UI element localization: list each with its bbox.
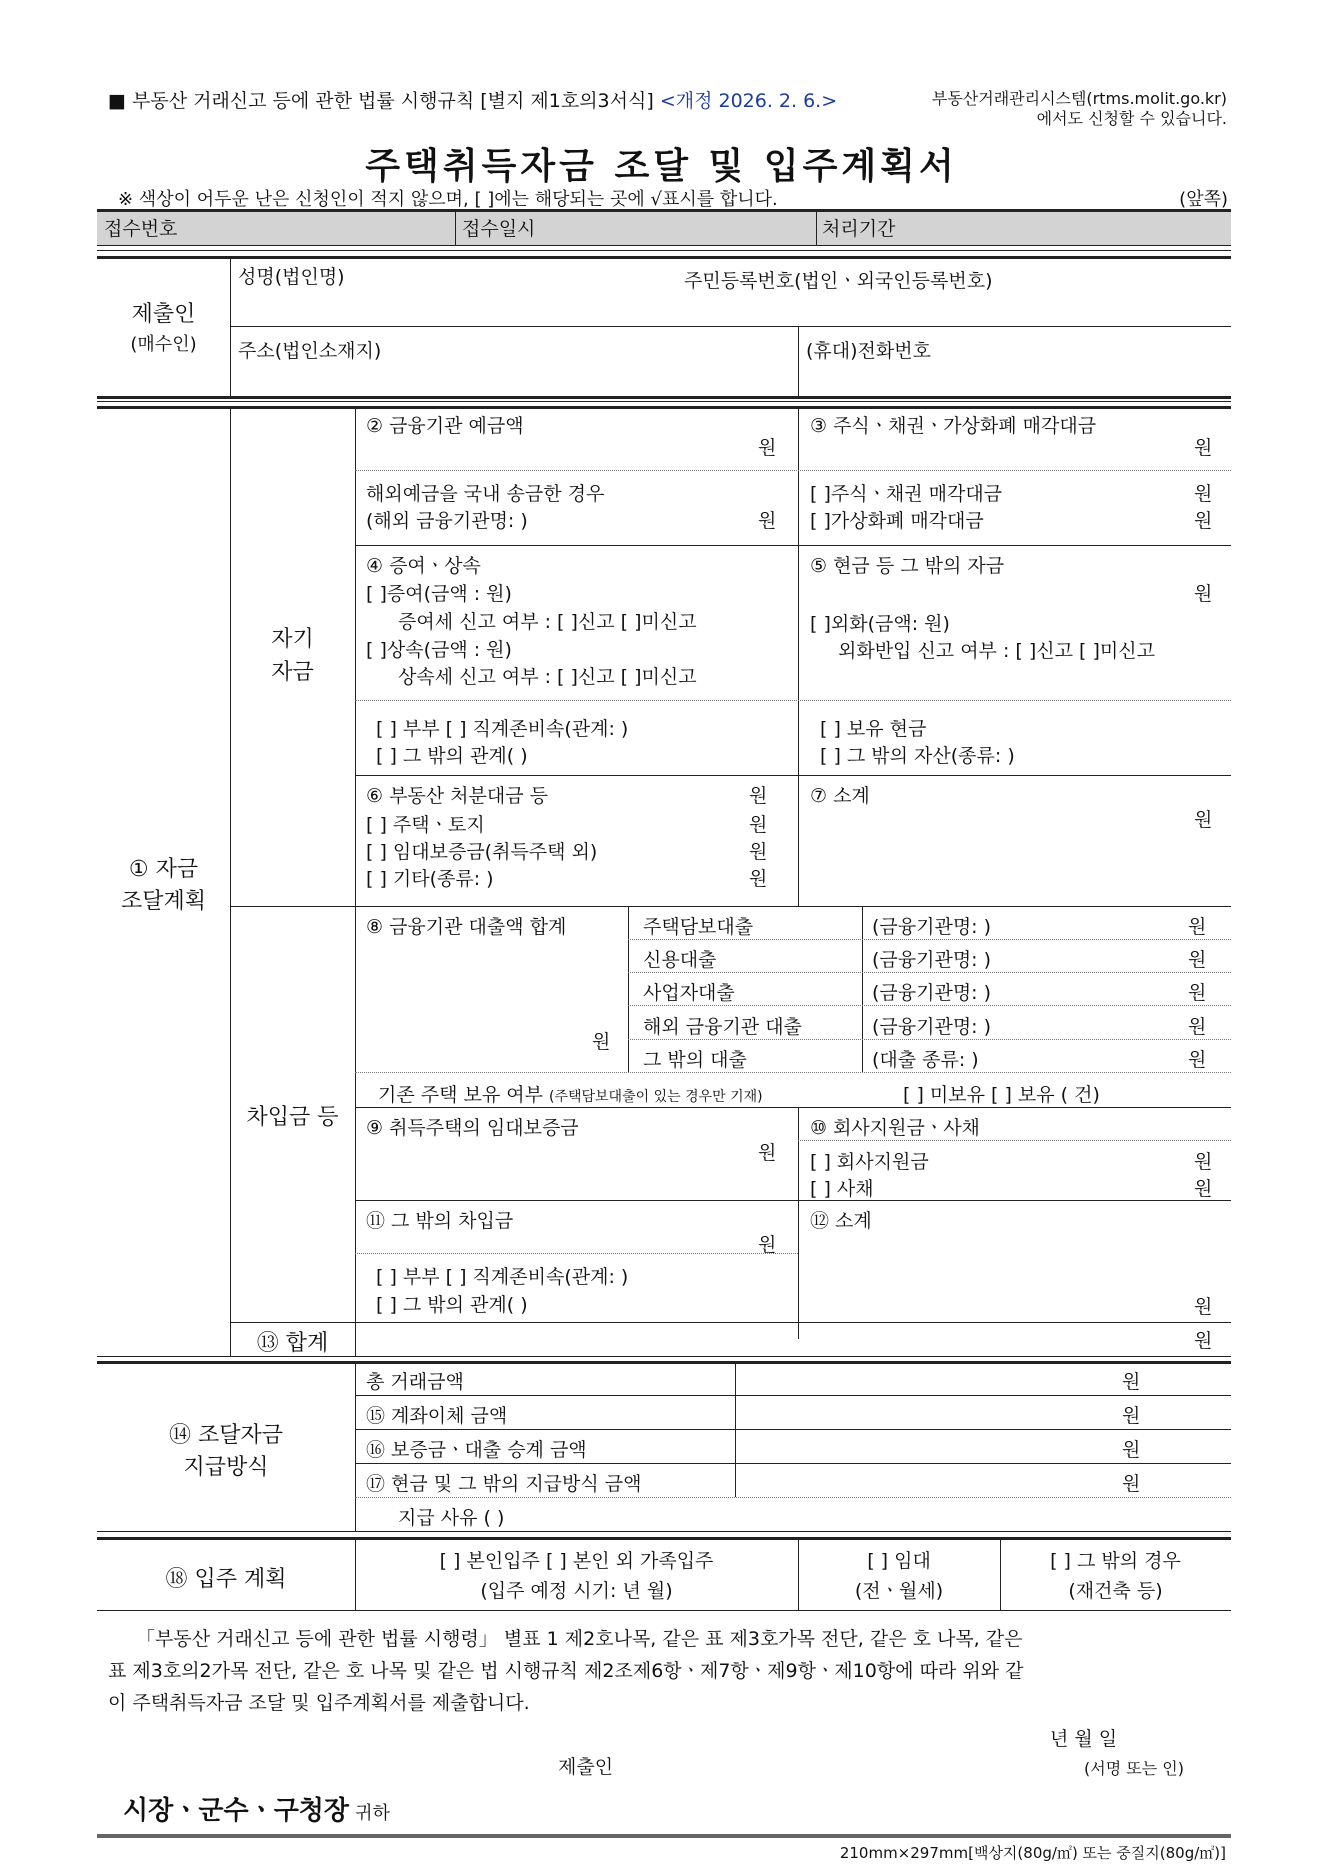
- subtotal-12-label: ⑫ 소계: [810, 1210, 872, 1232]
- declaration-line-3: 이 주택취득자금 조달 및 입주계획서를 제출합니다.: [108, 1692, 530, 1714]
- deposit-loan-succession-label: ⑯ 보증금ㆍ대출 승계 금액: [366, 1439, 587, 1461]
- cash-held-checkbox[interactable]: [ ] 보유 현금: [820, 718, 927, 740]
- acquired-house-deposit-label: ⑨ 취득주택의 임대보증금: [366, 1117, 579, 1139]
- won-unit: 원: [1188, 1049, 1207, 1071]
- self-move-in-checkbox[interactable]: [ ] 본인입주 [ ] 본인 외 가족입주: [439, 1550, 714, 1572]
- loan-institution-field[interactable]: (금융기관명: ): [872, 949, 992, 971]
- funding-plan-label-1: ① 자금: [128, 857, 199, 882]
- name-field[interactable]: 성명(법인명): [238, 266, 345, 288]
- declaration-line-1: 「부동산 거래신고 등에 관한 법률 시행령」 별표 1 제2호나목, 같은 표 제3호가목 전단, 같은 호 나목, 같은: [136, 1628, 1023, 1650]
- won-unit: 원: [1194, 1151, 1213, 1173]
- front-side-label: (앞쪽): [1179, 189, 1228, 210]
- borrow-relation-spouse-checkbox[interactable]: [ ] 부부 [ ] 직계존비속(관계: ): [376, 1266, 629, 1288]
- lease-deposit-checkbox[interactable]: [ ] 임대보증금(취득주택 외): [366, 841, 598, 863]
- receipt-date-label: 접수일시: [462, 218, 536, 240]
- self-funds-label-2: 자금: [271, 660, 314, 685]
- borrow-relation-other-checkbox[interactable]: [ ] 그 밖의 관계( ): [376, 1294, 528, 1316]
- applicant-sublabel: (매수인): [130, 334, 197, 355]
- payment-reason-field[interactable]: 지급 사유 ( ): [398, 1507, 505, 1529]
- borrowed-funds-label: 차입금 등: [246, 1105, 339, 1130]
- won-unit: 원: [1122, 1473, 1141, 1495]
- loan-kind-field[interactable]: (대출 종류: ): [872, 1049, 979, 1071]
- won-unit: 원: [1194, 809, 1213, 831]
- notice: ※ 색상이 어두운 난은 신청인이 적지 않으며, [ ]에는 해당되는 곳에 √표시를 합니다.: [118, 189, 778, 210]
- lease-checkbox[interactable]: [ ] 임대: [867, 1550, 931, 1572]
- cash-other-payment-label: ⑰ 현금 및 그 밖의 지급방식 금액: [366, 1473, 642, 1495]
- signature-field[interactable]: (서명 또는 인): [1084, 1759, 1184, 1778]
- loan-institution-field[interactable]: (금융기관명: ): [872, 982, 992, 1004]
- stocks-sale-checkbox[interactable]: [ ]주식ㆍ채권 매각대금: [810, 483, 1003, 505]
- applicant-label: 제출인: [131, 302, 196, 327]
- won-unit: 원: [749, 841, 768, 863]
- total-13-label: ⑬ 합계: [256, 1331, 329, 1356]
- won-unit: 원: [758, 510, 777, 532]
- loan-type-business: 사업자대출: [643, 982, 735, 1004]
- other-case-checkbox[interactable]: [ ] 그 밖의 경우: [1050, 1550, 1181, 1572]
- cash-other-funds-label: ⑤ 현금 등 그 밖의 자금: [810, 555, 1005, 577]
- subtotal-7-label: ⑦ 소계: [810, 785, 870, 807]
- other-case-note: (재건축 등): [1068, 1580, 1163, 1602]
- won-unit: 원: [749, 868, 768, 890]
- move-in-date-field[interactable]: (입주 예정 시기: 년 월): [480, 1580, 673, 1602]
- won-unit: 원: [749, 785, 768, 807]
- overseas-bank-field[interactable]: (해외 금융기관명: ): [366, 510, 528, 532]
- relation-spouse-checkbox[interactable]: [ ] 부부 [ ] 직계존비속(관계: ): [376, 718, 629, 740]
- loan-total-label: ⑧ 금융기관 대출액 합계: [366, 916, 567, 938]
- existing-house-note: (주택담보대출이 있는 경우만 기재): [549, 1089, 763, 1105]
- won-unit: 원: [758, 437, 777, 459]
- won-unit: 원: [1188, 1016, 1207, 1038]
- bank-deposit-label: ② 금융기관 예금액: [366, 415, 524, 437]
- other-type-checkbox[interactable]: [ ] 기타(종류: ): [366, 868, 494, 890]
- gift-amount-field[interactable]: [ ]증여(금액 : 원): [366, 583, 512, 605]
- inheritance-tax-report-checkbox[interactable]: 상속세 신고 여부 : [ ]신고 [ ]미신고: [398, 666, 697, 688]
- phone-field[interactable]: (휴대)전화번호: [806, 340, 931, 362]
- account-transfer-label: ⑮ 계좌이체 금액: [366, 1405, 508, 1427]
- payment-method-label-2: 지급방식: [183, 1455, 269, 1480]
- won-unit: 원: [1188, 949, 1207, 971]
- other-borrowing-label: ⑪ 그 밖의 차입금: [366, 1210, 514, 1232]
- loan-type-overseas: 해외 금융기관 대출: [643, 1016, 802, 1038]
- won-unit: 원: [1194, 1296, 1213, 1318]
- realestate-proceeds-label: ⑥ 부동산 처분대금 등: [366, 785, 548, 807]
- relation-other-checkbox[interactable]: [ ] 그 밖의 관계( ): [376, 745, 528, 767]
- stocks-crypto-label: ③ 주식ㆍ채권ㆍ가상화폐 매각대금: [810, 415, 1097, 437]
- existing-house-checkbox[interactable]: [ ] 미보유 [ ] 보유 ( 건): [903, 1084, 1100, 1106]
- loan-type-other: 그 밖의 대출: [643, 1049, 747, 1071]
- other-asset-checkbox[interactable]: [ ] 그 밖의 자산(종류: ): [820, 745, 1015, 767]
- private-bond-checkbox[interactable]: [ ] 사채: [810, 1178, 874, 1200]
- house-land-checkbox[interactable]: [ ] 주택ㆍ토지: [366, 814, 485, 836]
- payment-method-label-1: ⑭ 조달자금: [168, 1423, 283, 1448]
- won-unit: 원: [1194, 1330, 1213, 1352]
- processing-period-label: 처리기간: [822, 218, 896, 240]
- company-support-checkbox[interactable]: [ ] 회사지원금: [810, 1151, 929, 1173]
- receipt-number-label: 접수번호: [104, 218, 178, 240]
- gift-inheritance-label: ④ 증여ㆍ상속: [366, 555, 481, 577]
- company-support-bond-label: ⑩ 회사지원금ㆍ사채: [810, 1117, 980, 1139]
- won-unit: 원: [1194, 483, 1213, 505]
- form-reference: ■ 부동산 거래신고 등에 관한 법률 시행규칙 [별지 제1호의3서식] <개정 2026. 2. 6.>: [108, 90, 838, 112]
- overseas-remit-label: 해외예금을 국내 송금한 경우: [366, 483, 605, 505]
- recipient: 시장ㆍ군수ㆍ구청장 귀하: [123, 1796, 390, 1826]
- funding-plan-label-2: 조달계획: [120, 889, 206, 914]
- paper-spec: 210mm×297mm[백상지(80g/㎡) 또는 중질지(80g/㎡)]: [839, 1844, 1226, 1862]
- existing-house-label: 기존 주택 보유 여부 (주택담보대출이 있는 경우만 기재): [378, 1084, 763, 1106]
- crypto-sale-checkbox[interactable]: [ ]가상화폐 매각대금: [810, 510, 984, 532]
- gift-tax-report-checkbox[interactable]: 증여세 신고 여부 : [ ]신고 [ ]미신고: [398, 611, 697, 633]
- won-unit: 원: [592, 1031, 611, 1053]
- won-unit: 원: [1188, 916, 1207, 938]
- id-number-field[interactable]: 주민등록번호(법인ㆍ외국인등록번호): [684, 270, 993, 292]
- won-unit: 원: [1188, 982, 1207, 1004]
- page-title: 주택취득자금 조달 및 입주계획서: [365, 146, 958, 187]
- won-unit: 원: [1122, 1405, 1141, 1427]
- won-unit: 원: [758, 1142, 777, 1164]
- forex-report-checkbox[interactable]: 외화반입 신고 여부 : [ ]신고 [ ]미신고: [838, 640, 1155, 662]
- loan-type-mortgage: 주택담보대출: [643, 916, 754, 938]
- won-unit: 원: [749, 814, 768, 836]
- won-unit: 원: [1194, 583, 1213, 605]
- foreign-currency-field[interactable]: [ ]외화(금액: 원): [810, 613, 950, 635]
- submitter-label: 제출인: [558, 1756, 614, 1778]
- loan-institution-field[interactable]: (금융기관명: ): [872, 1016, 992, 1038]
- won-unit: 원: [1194, 510, 1213, 532]
- won-unit: 원: [1194, 437, 1213, 459]
- won-unit: 원: [1194, 1178, 1213, 1200]
- receipt-row: [97, 210, 1231, 245]
- declaration-line-2: 표 제3호의2가목 전단, 같은 호 나목 및 같은 법 시행규칙 제2조제6항ㆍ제7항ㆍ제9항ㆍ제10항에 따라 위와 같: [108, 1660, 1024, 1682]
- revision-date: <개정 2026. 2. 6.>: [659, 90, 838, 112]
- rtms-line-1: 부동산거래관리시스템(rtms.molit.go.kr): [931, 89, 1227, 108]
- won-unit: 원: [1122, 1439, 1141, 1461]
- lease-type-label: (전ㆍ월세): [854, 1580, 944, 1602]
- won-unit: 원: [1122, 1371, 1141, 1393]
- total-transaction-label: 총 거래금액: [366, 1371, 464, 1393]
- self-funds-label-1: 자기: [271, 627, 314, 652]
- loan-type-credit: 신용대출: [643, 949, 717, 971]
- inheritance-amount-field[interactable]: [ ]상속(금액 : 원): [366, 639, 512, 661]
- loan-institution-field[interactable]: (금융기관명: ): [872, 916, 992, 938]
- address-field[interactable]: 주소(법인소재지): [238, 340, 382, 362]
- won-unit: 원: [758, 1234, 777, 1256]
- signature-date-field[interactable]: 년 월 일: [1050, 1728, 1118, 1750]
- rtms-line-2: 에서도 신청할 수 있습니다.: [1036, 109, 1227, 128]
- move-in-plan-label: ⑱ 입주 계획: [165, 1567, 287, 1592]
